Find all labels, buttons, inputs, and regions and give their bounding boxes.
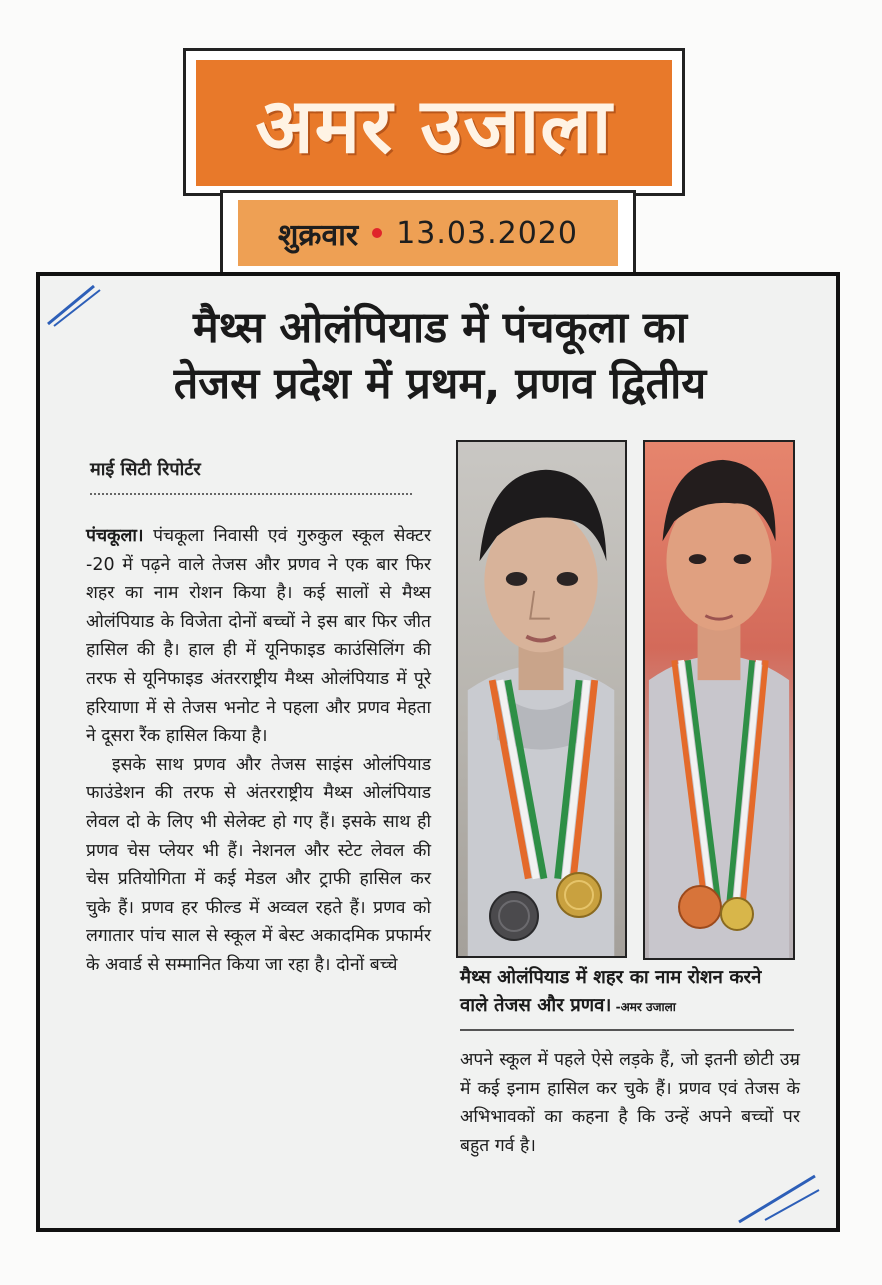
photo-pranav [643,440,795,960]
medal-icon [719,890,755,934]
paragraph-2: इसके साथ प्रणव और तेजस साइंस ओलंपियाड फाउंडेशन की तरफ से अंतरराष्ट्रीय मैथ्स ओलंपियाड लेवल दो के लिए भी सेलेक्ट हो गए हैं। इसके साथ ही प्रणव चेस प्लेयर भी हैं। नेशनल और स्टेट लेवल की चेस प्रतियोगिता में कई मेडल और ट्राफी हासिल कर चुके हैं। प्रणव हर फील्ड में अव्वल रहते हैं। प्रणव को लगातार पांच साल से स्कूल में बेस्ट अकादमिक प्रफार्मर के अवार्ड से सम्मानित किया जा रहा है। दोनों बच्चे [86,754,431,975]
medal-icon [554,862,604,924]
masthead-title: अमर उजाला [255,80,613,170]
caption-text: मैथ्स ओलंपियाड में शहर का नाम रोशन करने वाले तेजस और प्रणव। [460,967,762,1016]
dateline [238,200,618,266]
dateline-day: शुक्रवार [278,217,359,253]
paragraph-1 [86,522,431,751]
paragraph-1-text: पंचकूला निवासी एवं गुरुकुल स्कूल सेक्टर -20 में पढ़ने वाले तेजस और प्रणव ने एक बार फिर शहर का नाम रोशन किया है। कई सालों से मैथ्स ओलंपियाड के विजेता दोनों बच्चों ने इस बार फिर जीत हासिल की है। हाल ही में यूनिफाइड काउंसिलिंग की तरफ से यूनिफाइड अंतरराष्ट्रीय मैथ्स ओलंपियाड में पूरे हरियाणा में से तेजस भनोट ने पहला और प्रणव मेहता ने दूसरा रैंक हासिल किया है। [86,526,431,747]
medal-icon [488,882,540,946]
medal-icon [675,882,725,932]
headline [60,300,820,412]
photo-tejas [456,440,627,958]
dateline-date: 13.03.2020 [396,215,578,251]
headline-line-1: मैथ्स ओलंपियाड में पंचकूला का [193,303,687,353]
byline: माई सिटी रिपोर्टर [90,457,412,495]
pen-mark-bottom-right [735,1170,825,1230]
headline-line-2: तेजस प्रदेश में प्रथम, प्रणव द्वितीय [173,359,707,409]
photo-caption [460,964,794,1031]
article-body-right: अपने स्कूल में पहले ऐसे लड़के हैं, जो इतनी छोटी उम्र में कई इनाम हासिल कर चुके हैं। प्रणव एवं तेजस के अभिभावकों का कहना है कि उन्हें अपने बच्चों पर बहुत गर्व है। [460,1050,800,1156]
caption-credit: -अमर उजाला [611,1000,676,1014]
dateline-place: पंचकूला। [86,526,144,546]
masthead [196,60,672,186]
article-body-left [86,522,431,980]
bullet-dot [372,228,382,238]
